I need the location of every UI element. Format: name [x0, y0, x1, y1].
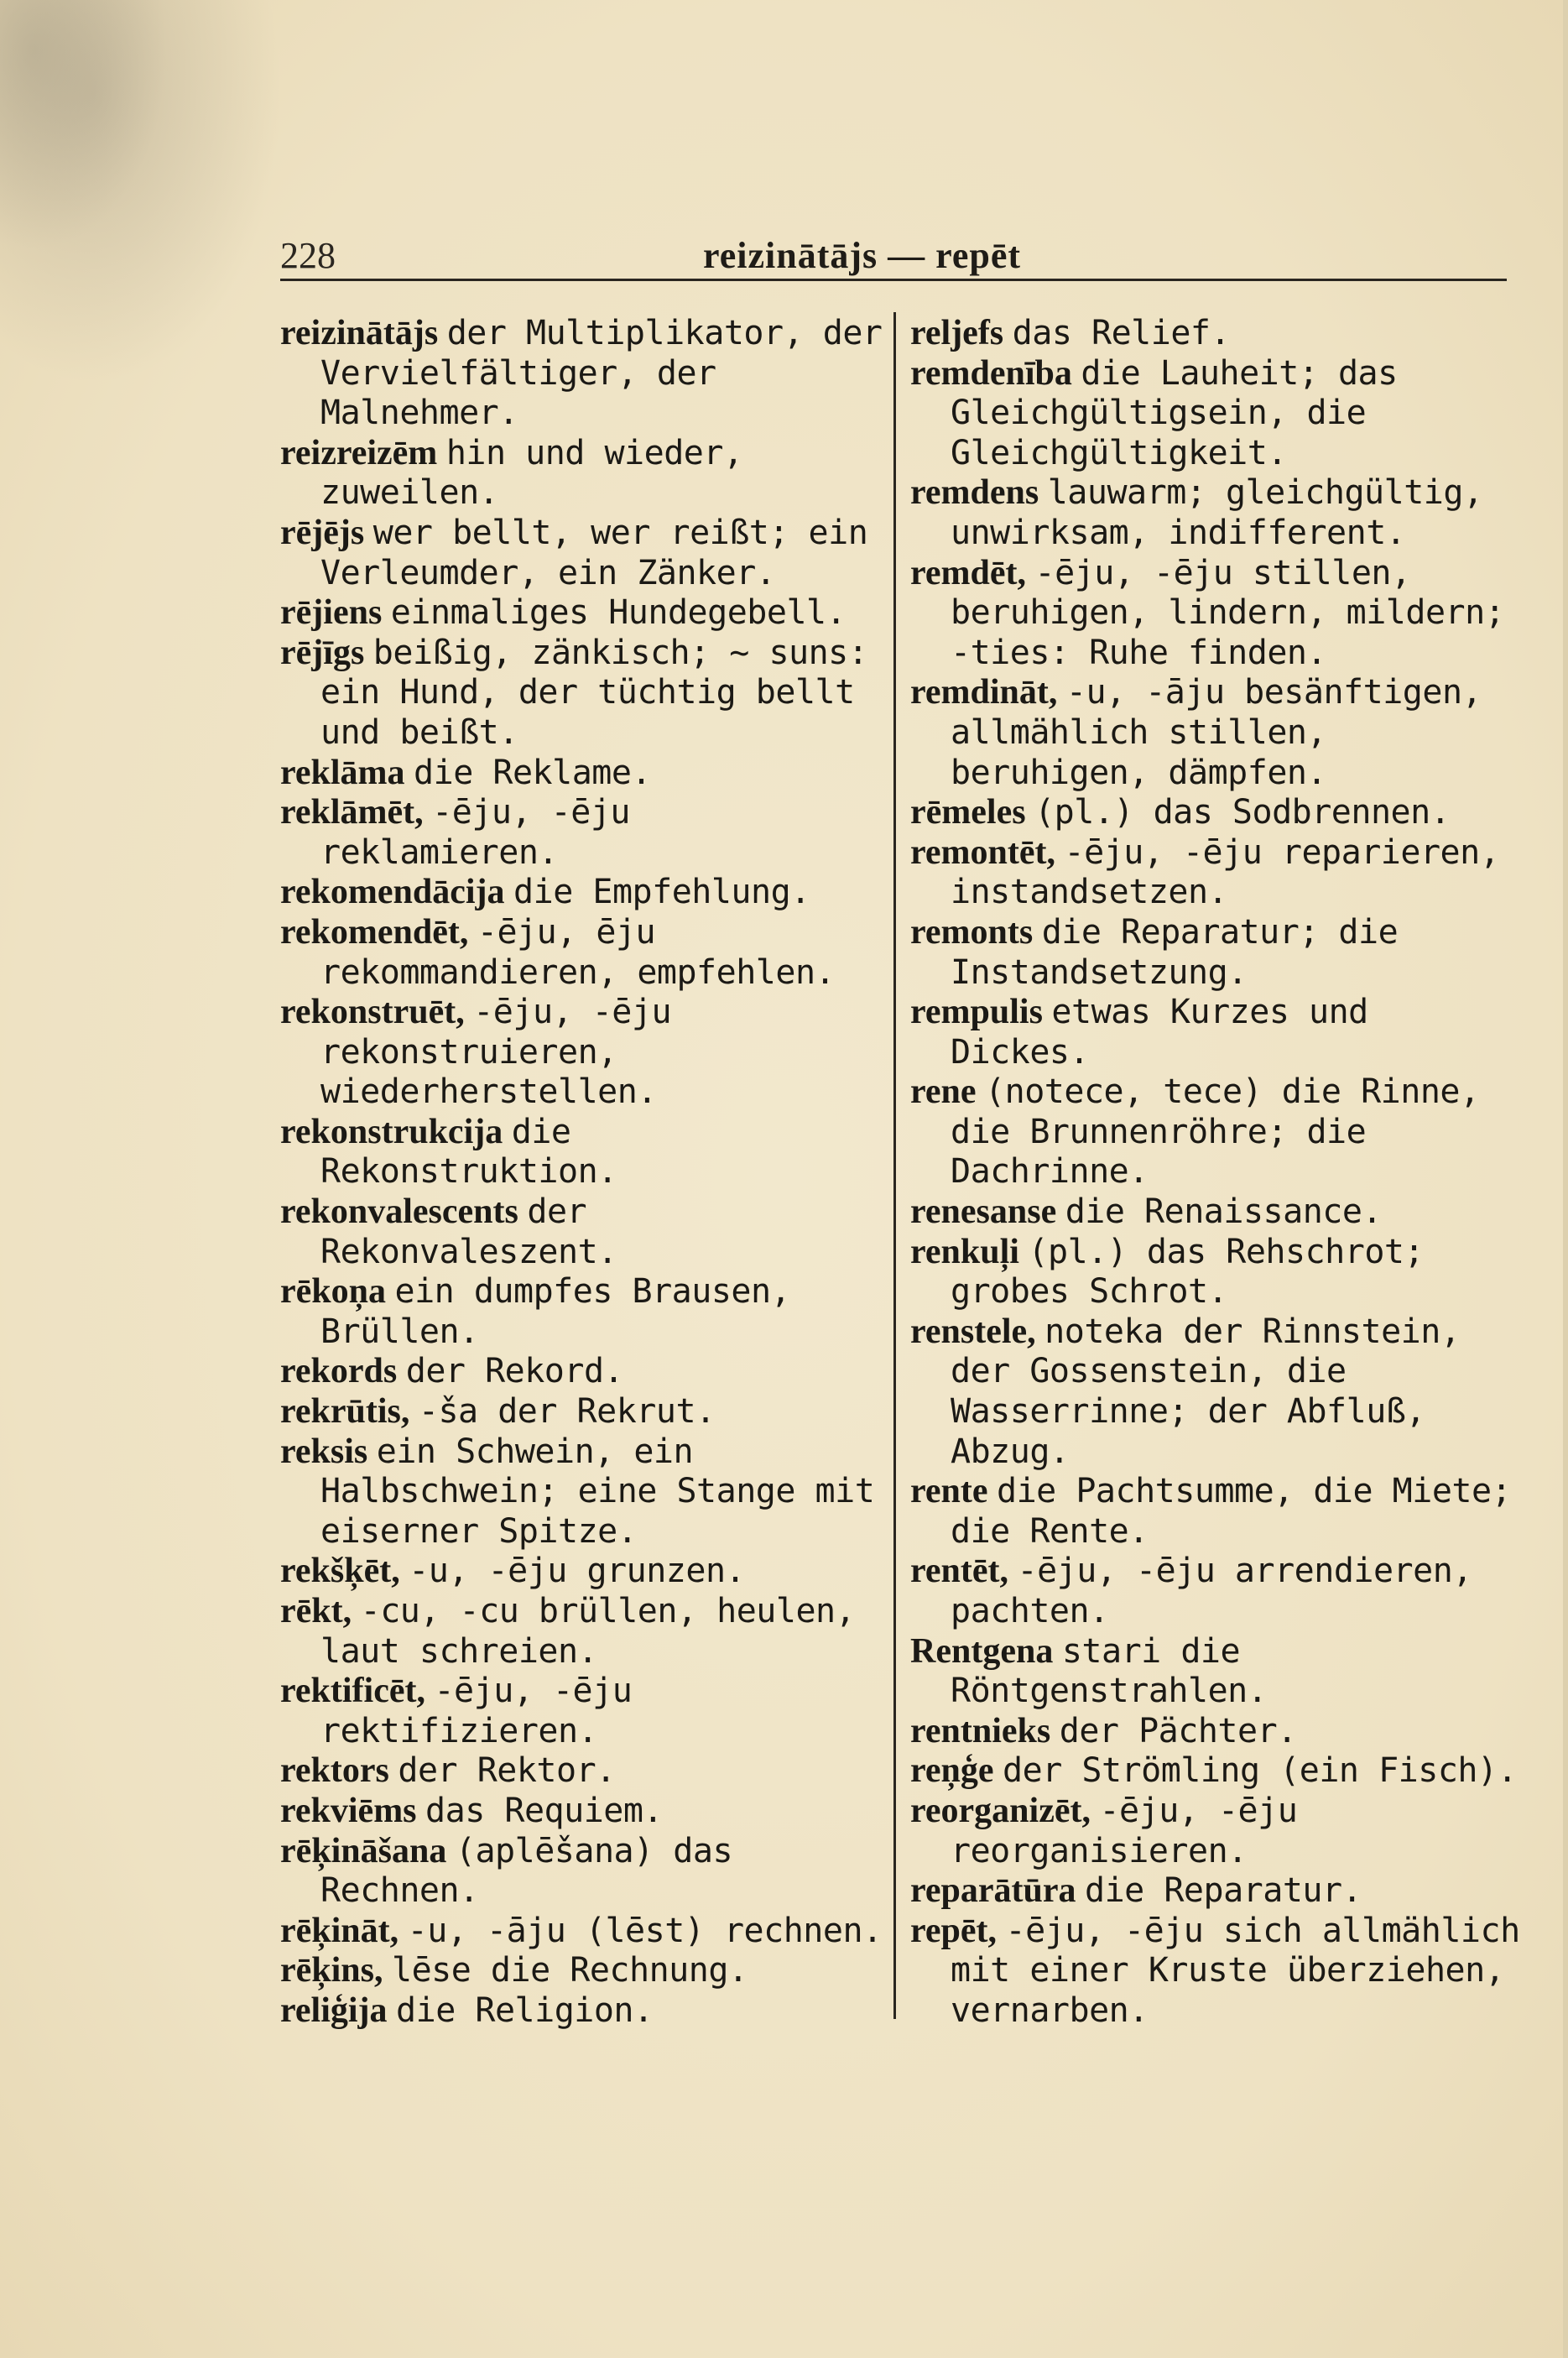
entry-headword: rekšķēt,: [280, 1552, 400, 1591]
dictionary-entry: [910, 1312, 1523, 1472]
left-column: [280, 314, 884, 2032]
entry-definition: -ēju, -ēju sich allmählich mit einer Kruste überziehen, vernarben.: [951, 1911, 1520, 2030]
entry-headword: reņģe: [910, 1751, 994, 1791]
entry-headword: rēmeles: [910, 793, 1026, 832]
entry-headword: renstele,: [910, 1312, 1036, 1351]
entry-headword: rējiens: [280, 593, 383, 633]
dictionary-entry: [280, 1912, 884, 1952]
entry-headword: repēt,: [910, 1911, 998, 1950]
dictionary-entry: [280, 1832, 884, 1912]
entry-definition: (pl.) das Rehschrot; grobes Schrot.: [951, 1232, 1425, 1312]
entry-definition: lauwarm; gleichgültig, unwirksam, indifferent.: [951, 473, 1483, 552]
dictionary-entry: [910, 673, 1523, 793]
dictionary-entry: [280, 793, 884, 873]
entry-headword: reizinātājs: [280, 314, 439, 352]
entry-definition: die Reparatur.: [1085, 1871, 1362, 1911]
entry-headword: rēķins,: [280, 1951, 383, 1990]
dictionary-entry: [280, 434, 884, 514]
entry-definition: der Rektor.: [398, 1751, 616, 1791]
dictionary-entry: [910, 1072, 1523, 1192]
entry-headword: remonts: [910, 912, 1034, 952]
entry-definition: der Rekonvaleszent.: [320, 1192, 617, 1271]
entry-headword: rekords: [280, 1352, 398, 1391]
entry-definition: -ēju, -ēju reorganisieren.: [951, 1791, 1298, 1870]
dictionary-entry: [910, 1912, 1523, 2032]
dictionary-entry: [280, 514, 884, 593]
dictionary-entry: [910, 913, 1523, 993]
entry-headword: reklāmēt,: [280, 793, 424, 832]
entry-definition: -ša der Rekrut.: [418, 1392, 716, 1432]
entry-definition: -ēju, ēju rekommandieren, empfehlen.: [320, 912, 836, 992]
entry-definition: die Rekonstruktion.: [320, 1112, 617, 1192]
entry-definition: hin und wieder, zuweilen.: [320, 433, 743, 513]
entry-definition: -u, -āju (lēst) rechnen.: [407, 1911, 883, 1950]
dictionary-entry: [910, 793, 1523, 833]
entry-definition: stari die Röntgenstrahlen.: [951, 1631, 1268, 1711]
entry-definition: der Pächter.: [1059, 1711, 1297, 1750]
dictionary-entry: [910, 354, 1523, 474]
dictionary-entry: [910, 1792, 1523, 1871]
entry-definition: ein dumpfes Brausen, Brüllen.: [320, 1272, 791, 1351]
dictionary-entry: [280, 1672, 884, 1751]
dictionary-entry: [280, 634, 884, 754]
entry-headword: reparātūra: [910, 1871, 1076, 1911]
entry-headword: remdināt,: [910, 673, 1058, 712]
entry-headword: rekomendēt,: [280, 912, 469, 952]
dictionary-entry: [280, 1392, 884, 1432]
entry-headword: rēķināšana: [280, 1831, 447, 1870]
entry-headword: reklāma: [280, 753, 405, 792]
entry-headword: Rentgena: [910, 1631, 1054, 1671]
entry-definition: ein Schwein, ein Halbschwein; eine Stange mit eiserner Spitze.: [320, 1432, 875, 1551]
running-head: reizinātājs — repēt: [703, 235, 1022, 276]
entry-definition: (pl.) das Sodbrennen.: [1034, 793, 1451, 832]
entry-definition: die Renaissance.: [1065, 1192, 1383, 1232]
dictionary-entry: [280, 1192, 884, 1272]
entry-definition: -ēju, -ēju reparieren, instandsetzen.: [951, 832, 1500, 912]
entry-definition: lēse die Rechnung.: [392, 1951, 748, 1990]
dictionary-entry: [910, 1233, 1523, 1312]
entry-headword: reliģija: [280, 1990, 388, 2030]
dictionary-entry: [280, 1951, 884, 1991]
dictionary-entry: [910, 833, 1523, 913]
entry-headword: remdenība: [910, 353, 1072, 393]
page-stain: [0, 0, 168, 252]
entry-definition: -u, -āju besänftigen, allmählich stillen, beruhigen, dämpfen.: [951, 673, 1482, 792]
entry-definition: der Multiplikator, der Vervielfältiger, der Malnehmer.: [320, 314, 883, 433]
dictionary-entry: [280, 993, 884, 1113]
entry-headword: remdens: [910, 473, 1039, 513]
entry-definition: (aplēšana) das Rechnen.: [320, 1831, 733, 1911]
entry-definition: der Rekord.: [405, 1352, 624, 1391]
dictionary-entry: [910, 1472, 1523, 1552]
dictionary-entry: [910, 314, 1523, 354]
dictionary-entry: [910, 473, 1523, 553]
entry-definition: die Reparatur; die Instandsetzung.: [951, 912, 1399, 992]
entry-headword: rene: [910, 1072, 977, 1112]
entry-definition: (notece, tece) die Rinne, die Brunnenröhre; die Dachrinne.: [951, 1072, 1480, 1192]
dictionary-entry: [280, 314, 884, 434]
dictionary-entry: [280, 913, 884, 993]
entry-definition: etwas Kurzes und Dickes.: [951, 993, 1368, 1072]
entry-headword: rekomendācija: [280, 873, 505, 912]
dictionary-entry: [280, 754, 884, 794]
entry-headword: rēkoņa: [280, 1272, 386, 1312]
dictionary-entry: [280, 1352, 884, 1392]
dictionary-entry: [910, 993, 1523, 1072]
entry-headword: rējējs: [280, 513, 365, 552]
entry-headword: rente: [910, 1472, 988, 1511]
entry-definition: die Reklame.: [414, 753, 652, 792]
dictionary-entry: [910, 1632, 1523, 1712]
entry-headword: rēkt,: [280, 1592, 352, 1630]
entry-definition: wer bellt, wer reißt; ein Verleumder, ein Zänker.: [320, 513, 868, 592]
entry-definition: einmaliges Hundegebell.: [390, 593, 847, 633]
entry-definition: noteka der Rinnstein, der Gossenstein, die Wasserrinne; der Abfluß, Abzug.: [951, 1312, 1461, 1471]
entry-headword: reorganizēt,: [910, 1791, 1091, 1830]
entry-definition: beißig, zänkisch; ~ suns: ein Hund, der tüchtig bellt und beißt.: [320, 633, 868, 752]
entry-definition: die Pachtsumme, die Miete; die Rente.: [951, 1472, 1512, 1551]
right-column: [910, 314, 1523, 2032]
dictionary-entry: [280, 873, 884, 913]
entry-definition: -ēju, -ēju rekonstruieren, wiederherstellen.: [320, 993, 672, 1112]
entry-headword: rentēt,: [910, 1552, 1008, 1591]
entry-headword: renesanse: [910, 1192, 1057, 1232]
entry-definition: -cu, -cu brüllen, heulen, laut schreien.: [320, 1592, 856, 1671]
entry-headword: rentnieks: [910, 1711, 1051, 1750]
entry-definition: die Religion.: [396, 1990, 654, 2030]
entry-headword: rēķināt,: [280, 1911, 399, 1950]
column-divider: [893, 312, 896, 2019]
entry-headword: remontēt,: [910, 832, 1055, 872]
entry-headword: reksis: [280, 1432, 368, 1471]
dictionary-entry: [280, 1113, 884, 1192]
entry-headword: rempulis: [910, 993, 1043, 1032]
entry-headword: rektificēt,: [280, 1672, 425, 1711]
dictionary-entry: [910, 1751, 1523, 1792]
page-header: [280, 233, 1507, 284]
dictionary-entry: [910, 1712, 1523, 1752]
dictionary-entry: [280, 1272, 884, 1352]
header-rule: [280, 279, 1507, 281]
entry-headword: renkuļi: [910, 1232, 1019, 1271]
entry-definition: -ēju, -ēju stillen, beruhigen, lindern, mildern; -ties: Ruhe finden.: [951, 553, 1505, 672]
dictionary-entry: [910, 1871, 1523, 1912]
dictionary-entry: [910, 554, 1523, 674]
entry-definition: -ēju, -ēju arrendieren, pachten.: [951, 1552, 1472, 1630]
entry-definition: -ēju, -ēju rektifizieren.: [320, 1672, 633, 1750]
entry-headword: reljefs: [910, 314, 1004, 352]
dictionary-entry: [280, 1792, 884, 1832]
page-number: 228: [280, 235, 336, 276]
entry-definition: -u, -ēju grunzen.: [409, 1552, 746, 1591]
dictionary-entry: [280, 1552, 884, 1592]
entry-definition: die Empfehlung.: [513, 873, 810, 912]
dictionary-entry: [280, 1592, 884, 1672]
entry-headword: rekrūtis,: [280, 1392, 410, 1432]
entry-definition: -ēju, -ēju reklamieren.: [320, 793, 630, 872]
entry-headword: rekonstrukcija: [280, 1112, 503, 1151]
entry-headword: rekonvalescents: [280, 1192, 518, 1232]
dictionary-entry: [910, 1192, 1523, 1233]
entry-definition: die Lauheit; das Gleichgültigsein, die Gleichgültigkeit.: [951, 353, 1398, 472]
entry-headword: rekonstruēt,: [280, 993, 465, 1032]
entry-headword: rējīgs: [280, 633, 365, 672]
dictionary-entry: [910, 1552, 1523, 1631]
dictionary-entry: [280, 593, 884, 634]
dictionary-entry: [280, 1432, 884, 1552]
dictionary-entry: [280, 1991, 884, 2032]
entry-headword: rekviēms: [280, 1791, 417, 1830]
dictionary-entry: [280, 1751, 884, 1792]
entry-headword: reizreizēm: [280, 433, 438, 472]
entry-headword: rektors: [280, 1751, 389, 1791]
entry-definition: der Strömling (ein Fisch).: [1003, 1751, 1518, 1791]
entry-headword: remdēt,: [910, 553, 1026, 592]
entry-definition: das Relief.: [1012, 314, 1231, 352]
entry-definition: das Requiem.: [425, 1791, 664, 1830]
